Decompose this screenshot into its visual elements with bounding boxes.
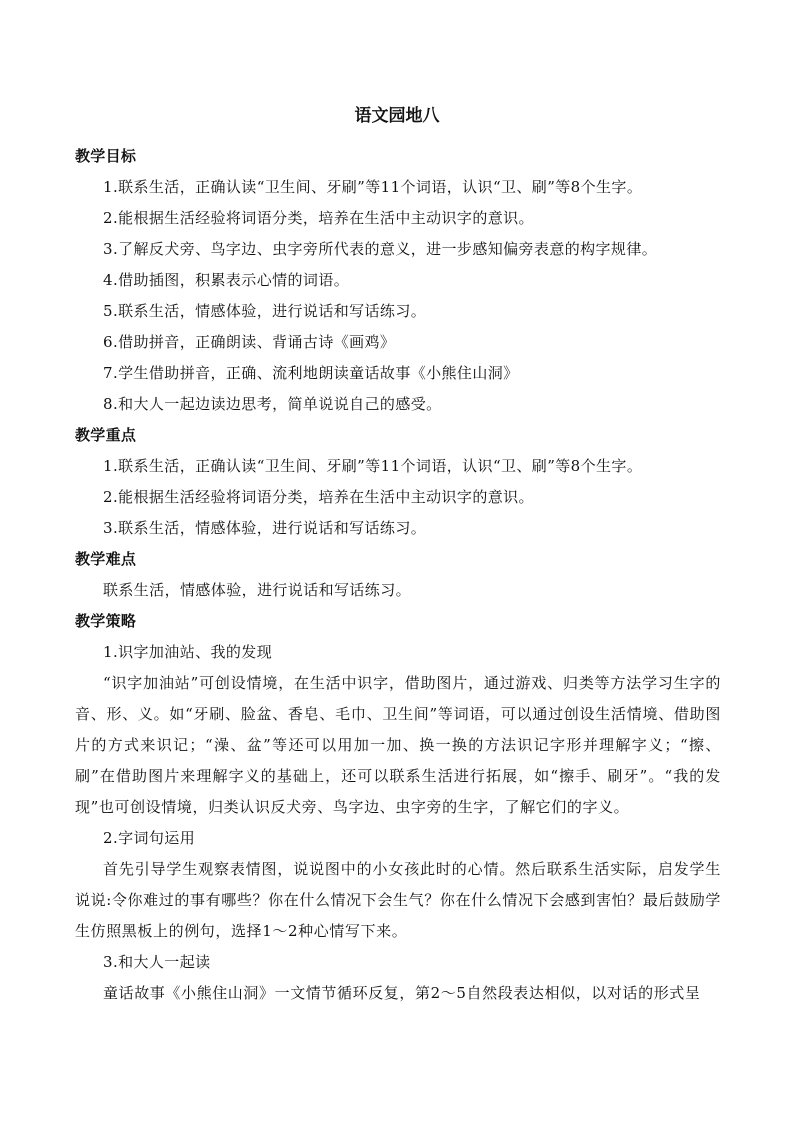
goal-item: 8.和大人一起边读边思考，简单说说自己的感受。 [103,395,442,413]
difficulty-item: 联系生活，情感体验，进行说话和写话练习。 [103,581,412,599]
document-body [75,141,721,1009]
goal-item: 2.能根据生活经验将词语分类，培养在生活中主动识字的意识。 [103,209,534,227]
section-strategies [75,606,721,1009]
strategy-paragraph: “识字加油站”可创设情境，在生活中识字，借助图片，通过游戏、归类等方法学习生字的音、形、义。如“牙刷、脸盆、香皂、毛巾、卫生间”等词语，可以通过创设生活情境、借助图片的方式来识记；“澡、盆”等还可以用加一加、换一换的方法识记字形并理解字义；“擦、刷”在借助图片来理解字义的基础上，还可以联系生活进行拓展，如“擦手、刷牙”。“我的发现”也可创设情境，归类认识反犬旁、鸟字边、虫字旁的生字，了解它们的字义。 [75,674,721,816]
section-difficulties [75,544,721,606]
section-heading: 教学重点 [75,426,137,444]
key-point-item: 2.能根据生活经验将词语分类，培养在生活中主动识字的意识。 [103,488,534,506]
goal-item: 4.借助插图，积累表示心情的词语。 [103,271,350,289]
section-heading: 教学策略 [75,612,137,630]
goal-item: 5.联系生活，情感体验，进行说话和写话练习。 [103,302,427,320]
document-title: 语文园地八 [354,106,440,126]
goal-item: 6.借助拼音，正确朗读、背诵古诗《画鸡》 [103,333,396,351]
key-point-item: 1.联系生活，正确认读“卫生间、牙刷”等11个词语，认识“卫、刷”等8个生字。 [103,457,643,475]
goal-item: 3.了解反犬旁、鸟字边、虫字旁所代表的意义，进一步感知偏旁表意的构字规律。 [103,240,658,258]
strategy-subheading: 2.字词句运用 [103,829,196,847]
section-heading: 教学目标 [75,147,137,165]
key-point-item: 3.联系生活，情感体验，进行说话和写话练习。 [103,519,427,537]
strategy-paragraph: 童话故事《小熊住山洞》一文情节循环反复，第2～5自然段表达相似，以对话的形式呈 [103,984,701,1002]
strategy-subheading: 1.识字加油站、我的发现 [103,643,273,661]
strategy-subheading: 3.和大人一起读 [103,953,211,971]
section-heading: 教学难点 [75,550,137,568]
section-key-points [75,420,721,544]
section-teaching-goals [75,141,721,420]
goal-item: 7.学生借助拼音，正确、流利地朗读童话故事《小熊住山洞》 [103,364,519,382]
goal-item: 1.联系生活，正确认读“卫生间、牙刷”等11个词语，认识“卫、刷”等8个生字。 [103,178,643,196]
strategy-paragraph: 首先引导学生观察表情图，说说图中的小女孩此时的心情。然后联系生活实际，启发学生说说:令你难过的事有哪些？你在什么情况下会生气？你在什么情况下会感到害怕？最后鼓励学生仿照黑板上的例句，选择1～2种心情写下来。 [75,860,721,940]
